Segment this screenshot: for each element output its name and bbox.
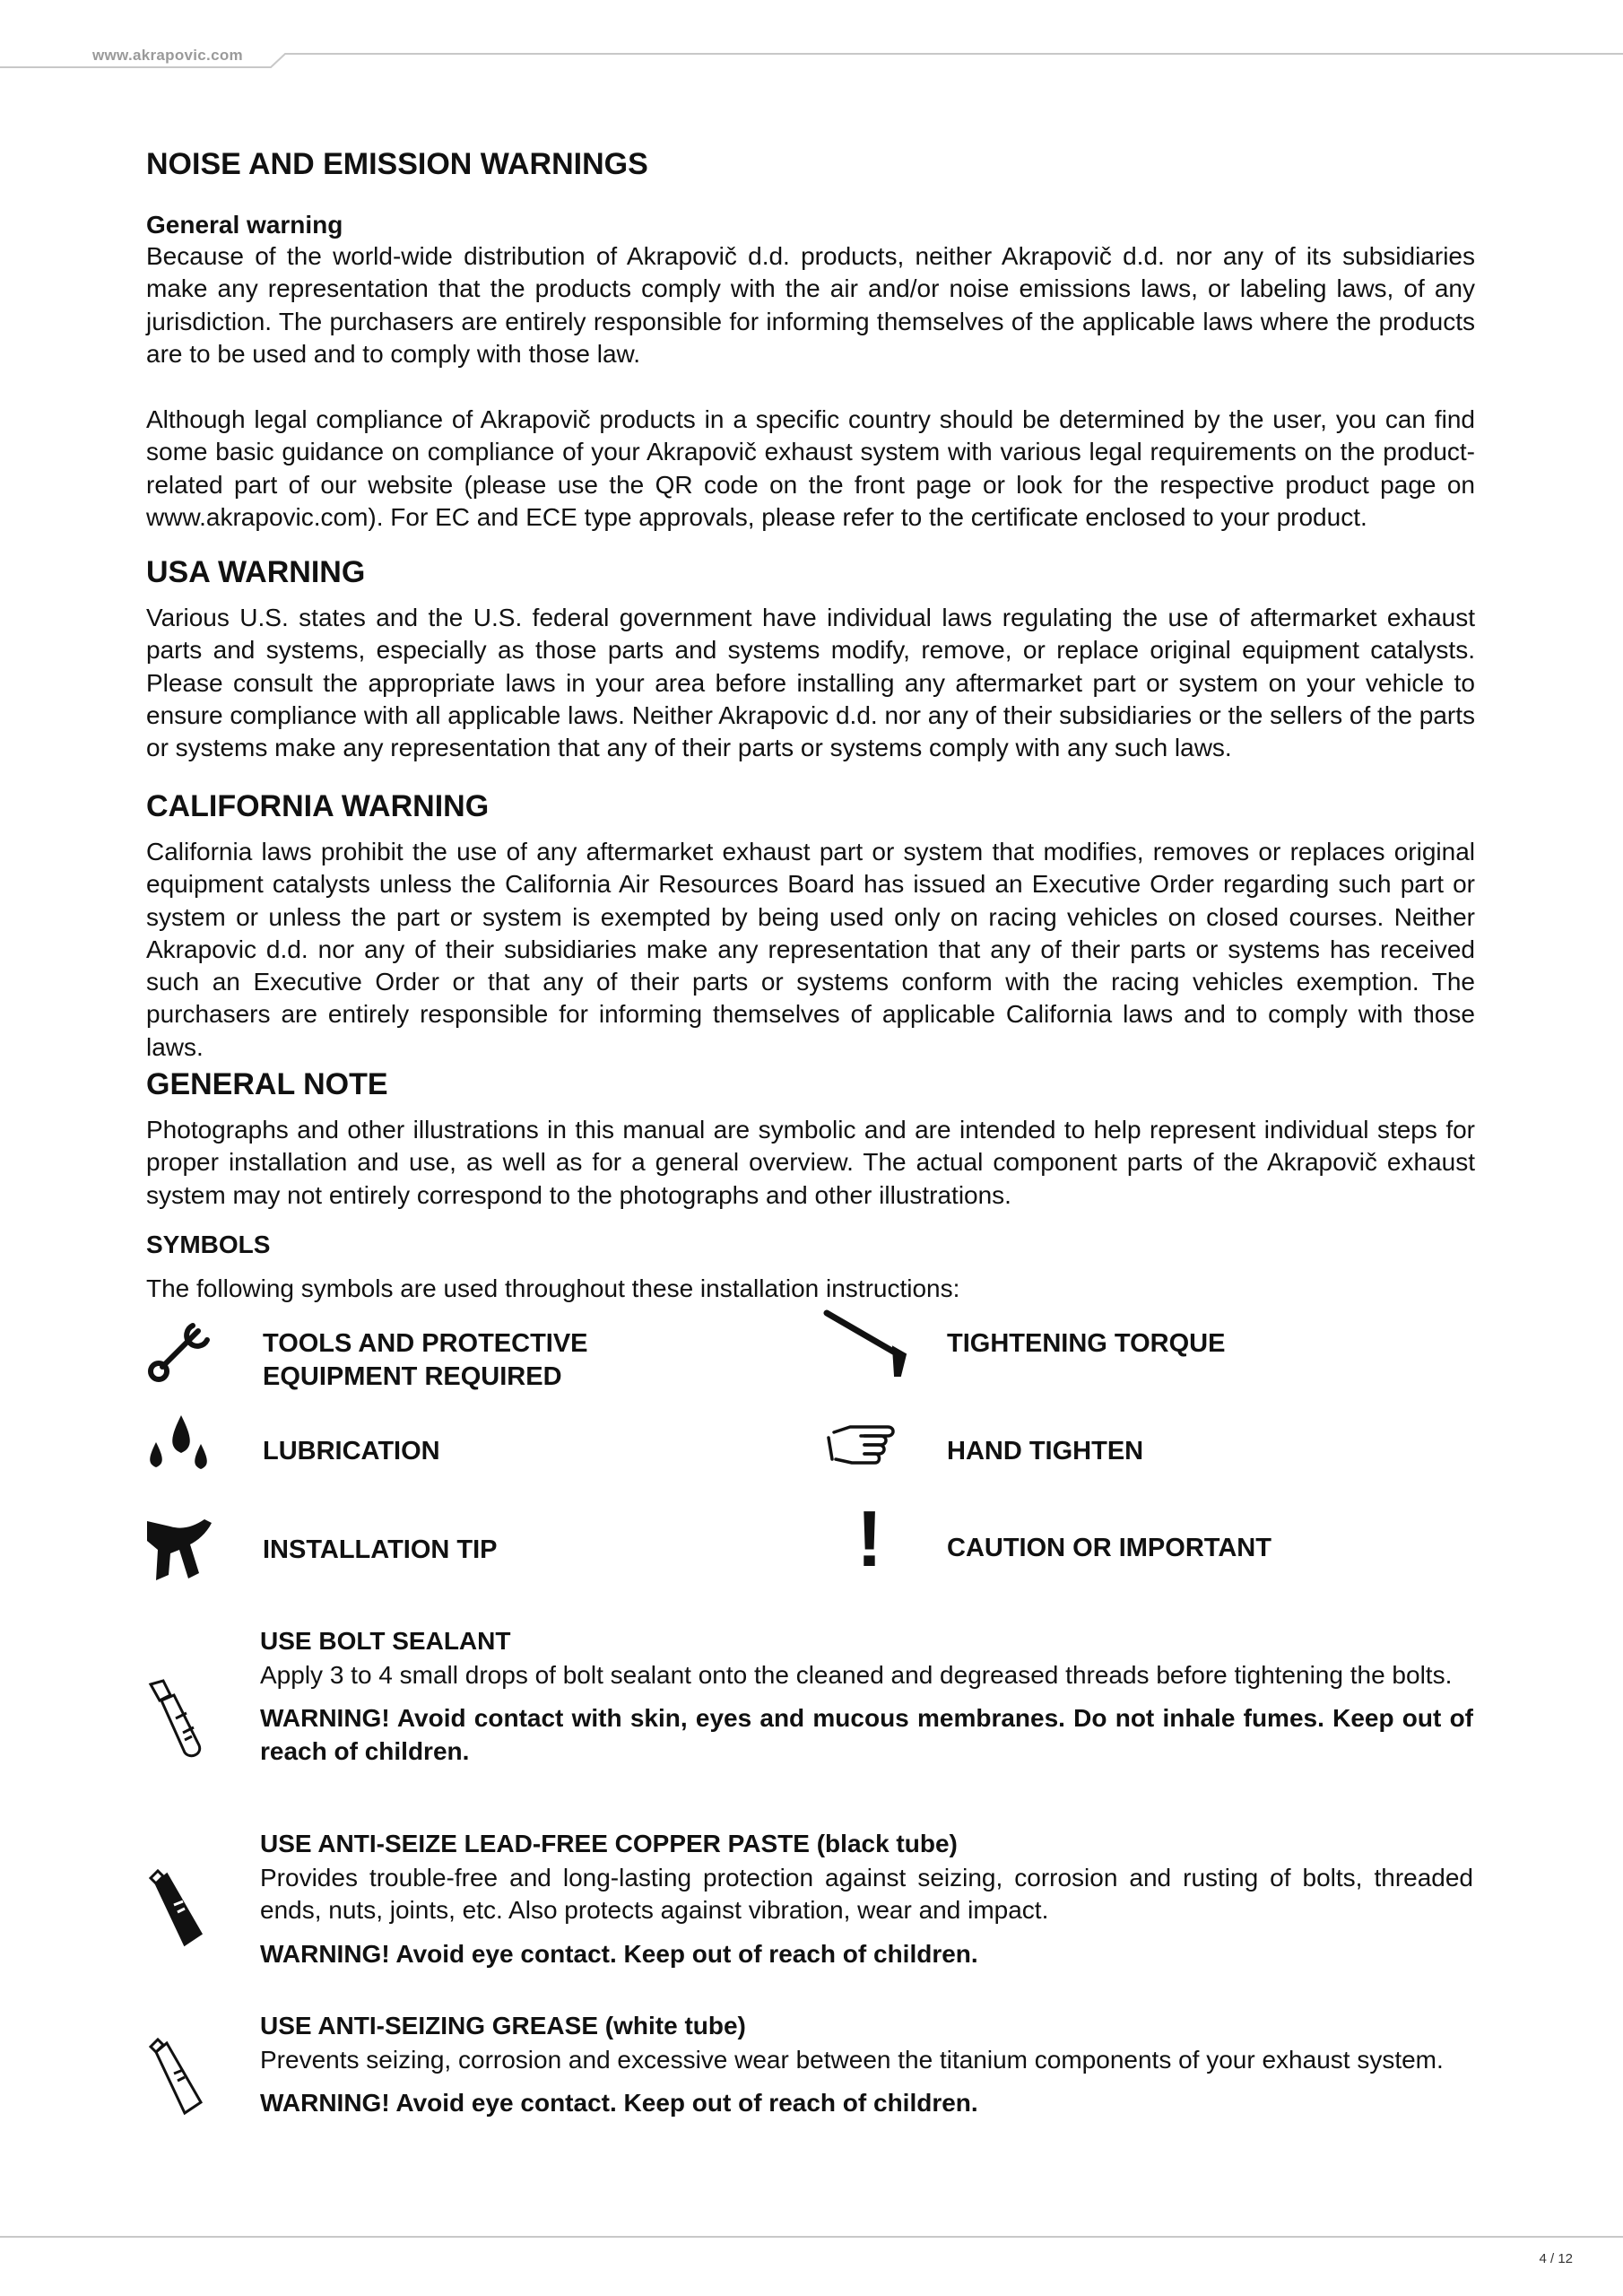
torque-label: TIGHTENING TORQUE [947,1329,1226,1358]
caution-icon: ! [856,1494,883,1583]
wrench-icon [146,1315,218,1387]
grease-title: USE ANTI-SEIZING GREASE (white tube) [260,2012,746,2039]
drops-icon [143,1406,215,1478]
symbols-title: SYMBOLS [146,1231,271,1258]
usa-title: USA WARNING [146,555,366,589]
bolt-sealant-section [260,1627,1473,1768]
general-note-text: Photographs and other illustrations in this manual are symbolic and are intended to help represent individual steps for proper installation and use, as well as for a general overview. The actual component parts of the Akrapovič exhaust system may not entirely correspond to the photographs and other illustrations. [146,1116,1475,1209]
hand-tighten-label: HAND TIGHTEN [947,1437,1144,1465]
header-rule [0,0,1623,81]
tools-label: TOOLS AND PROTECTIVE EQUIPMENT REQUIRED [263,1329,588,1391]
installation-tip-label: INSTALLATION TIP [263,1535,498,1564]
bolt-sealant-text: Apply 3 to 4 small drops of bolt sealant onto the cleaned and degreased threads before tightening the bolts. [260,1661,1453,1689]
page-number: 4 / 12 [1539,2251,1573,2266]
copper-paste-warning: WARNING! Avoid eye contact. Keep out of reach of children. [260,1939,978,1968]
noise-title: NOISE AND EMISSION WARNINGS [146,147,648,181]
copper-paste-section [260,1830,1473,1970]
usa-text: Various U.S. states and the U.S. federal government have individual laws regulating the use of aftermarket exhaust parts and systems, especially as those parts and systems modify, remove, or replace original equipment catalysts. Please consult the appropriate laws in your area before installing any aftermarket part or system on your vehicle to ensure compliance with all applicable laws. Neither Akrapovic d.d. nor any of their subsidiaries or the sellers of the parts or systems make any representation that any of their parts or systems comply with any such laws. [146,604,1475,762]
header-url: www.akrapovic.com [92,47,243,64]
lubrication-label: LUBRICATION [263,1437,440,1465]
california-text: California laws prohibit the use of any aftermarket exhaust part or system that modifies, removes or replaces original equipment catalysts unless the California Air Resources Board has issued an Executive Order regarding such part or system or unless the part or system is exempted by being used only on racing vehicles on closed courses. Neither Akrapovic d.d. nor any of their subsidiaries make any representation that any of their parts or systems has received such an Executive Order or that any of their parts or systems conform with the racing vehicles exemption. The purchasers are entirely responsible for informing themselves of applicable California laws and to comply with those laws. [146,838,1475,1061]
copper-paste-tube-icon [143,1866,215,1955]
california-title: CALIFORNIA WARNING [146,789,490,823]
grease-warning: WARNING! Avoid eye contact. Keep out of reach of children. [260,2089,978,2118]
sealant-bottle-icon [143,1677,215,1767]
grease-section [260,2012,1473,2120]
general-note-title: GENERAL NOTE [146,1067,388,1101]
symbols-intro: The following symbols are used throughout these installation instructions: [146,1274,960,1302]
torque-wrench-icon [823,1308,913,1379]
bolt-sealant-warning: WARNING! Avoid contact with skin, eyes and mucous membranes. Do not inhale fumes. Keep out of reach of children. [260,1704,1473,1765]
hand-icon [825,1420,906,1474]
grease-text: Prevents seizing, corrosion and excessive wear between the titanium components of your exhaust system. [260,2046,1444,2074]
copper-paste-text: Provides trouble-free and long-lasting protection against seizing, corrosion and rusting of bolts, threaded ends, nuts, joints, etc. Also protects against vibration, wear and impact. [260,1864,1473,1925]
footer-rule [0,2236,1623,2238]
compliance-text: Although legal compliance of Akrapovič products in a specific country should be determined by the user, you can find some basic guidance on compliance of your Akrapovič exhaust system with various legal requirements on the product-related part of our website (please use the QR code on the front page or look for the respective product page on www.akrapovic.com). For EC and ECE type approvals, please refer to the certificate enclosed to your product. [146,405,1475,531]
copper-paste-title: USE ANTI-SEIZE LEAD-FREE COPPER PASTE (black tube) [260,1830,958,1857]
akrapovic-scorpion-icon [143,1514,215,1586]
grease-tube-icon [143,2034,215,2124]
bolt-sealant-title: USE BOLT SEALANT [260,1627,511,1655]
caution-label: CAUTION OR IMPORTANT [947,1534,1271,1562]
general-warning-text: Because of the world-wide distribution of Akrapovič d.d. products, neither Akrapovič d.d. nor any of its subsidiaries make any representation that the products comply with the air and/or noise emissions laws, or labeling laws, of any jurisdiction. The purchasers are entirely responsible for informing themselves of the applicable laws where the products are to be used and to comply with those law. [146,242,1475,368]
general-warning-subtitle: General warning [146,211,343,239]
